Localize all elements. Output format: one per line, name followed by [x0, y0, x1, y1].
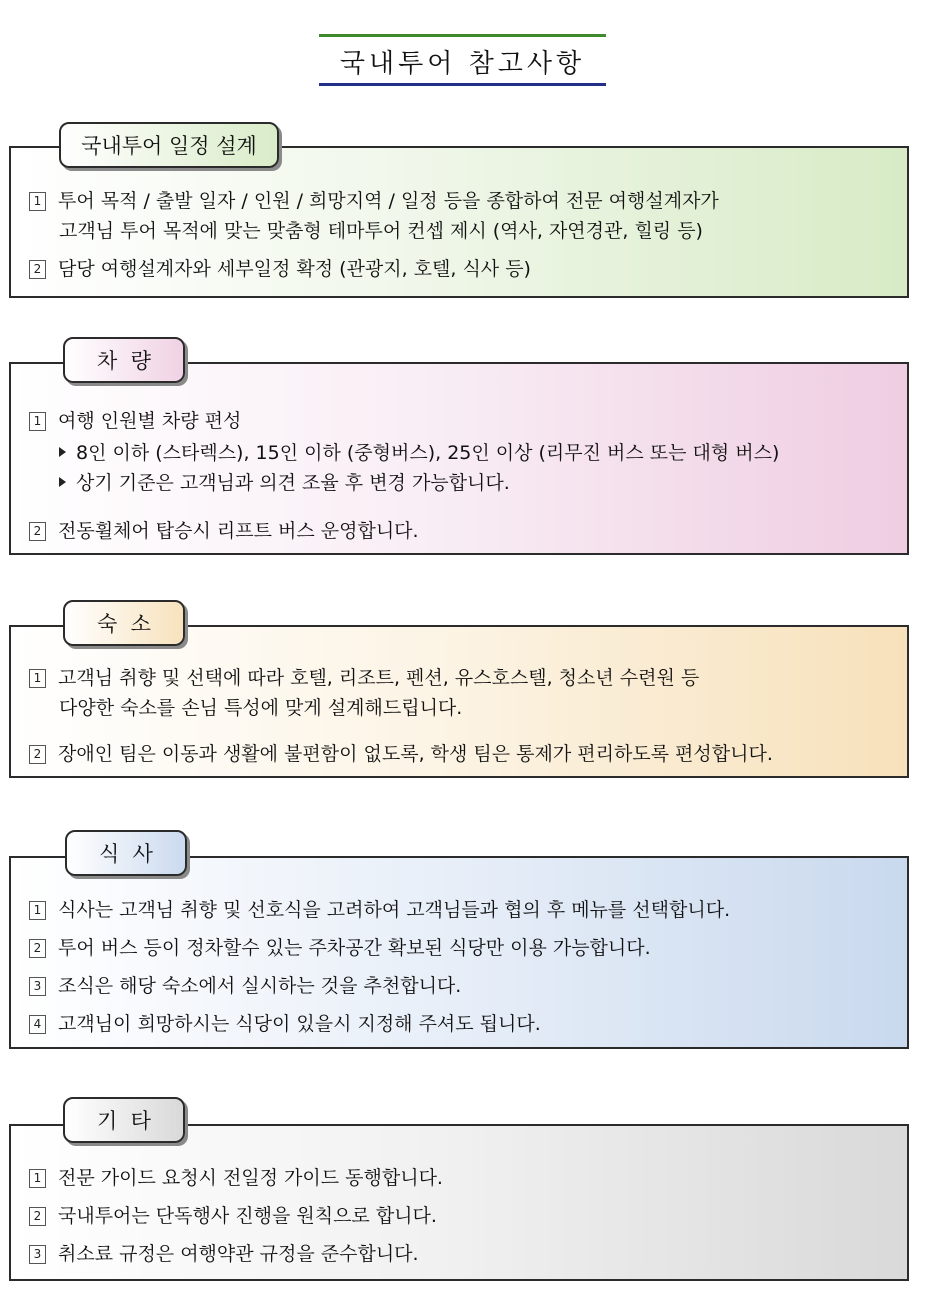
section-tag-vehicle: 차 량 — [63, 337, 185, 383]
list-item — [29, 933, 651, 963]
title-top-rule — [319, 34, 606, 37]
item-number-badge: 2 — [29, 939, 46, 958]
item-continuation: 고객님 투어 목적에 맞는 맞춤형 테마투어 컨셉 제시 (역사, 자연경관, 힐링 등) — [59, 220, 703, 242]
item-text: 취소료 규정은 여행약관 규정을 준수합니다. — [58, 1243, 419, 1265]
section-vehicle — [9, 362, 909, 555]
section-meals — [9, 856, 909, 1049]
item-text: 국내투어는 단독행사 진행을 원칙으로 합니다. — [58, 1205, 437, 1227]
item-text: 식사는 고객님 취향 및 선호식을 고려하여 고객님들과 협의 후 메뉴를 선택합니다. — [58, 899, 731, 921]
sub-bullet — [59, 438, 779, 468]
item-number-badge: 2 — [29, 522, 46, 541]
section-other — [9, 1124, 909, 1281]
list-item — [29, 739, 773, 769]
bullet-text: 8인 이하 (스타렉스), 15인 이하 (중형버스), 25인 이상 (리무진 버스 또는 대형 버스) — [76, 442, 780, 464]
list-item — [29, 971, 461, 1001]
triangle-bullet-icon — [59, 447, 66, 457]
item-number-badge: 1 — [29, 1169, 46, 1188]
list-item — [29, 1009, 541, 1039]
item-text: 투어 버스 등이 정차할수 있는 주차공간 확보된 식당만 이용 가능합니다. — [58, 937, 651, 959]
list-item — [29, 1201, 437, 1231]
item-number-badge: 3 — [29, 977, 46, 996]
item-number-badge: 4 — [29, 1015, 46, 1034]
item-number-badge: 1 — [29, 669, 46, 688]
item-number-badge: 1 — [29, 901, 46, 920]
list-item — [29, 406, 241, 436]
list-item — [29, 895, 730, 925]
section-itinerary-design — [9, 146, 909, 298]
page-title-box — [319, 34, 606, 86]
list-item — [29, 186, 719, 216]
item-number-badge: 2 — [29, 745, 46, 764]
section-tag-other: 기 타 — [63, 1097, 185, 1143]
page-title: 국내투어 참고사항 — [339, 49, 586, 79]
item-number-badge: 1 — [29, 192, 46, 211]
list-item — [29, 254, 531, 284]
item-text: 고객님이 희망하시는 식당이 있을시 지정해 주셔도 됩니다. — [58, 1013, 541, 1035]
item-number-badge: 2 — [29, 1207, 46, 1226]
item-text: 장애인 팀은 이동과 생활에 불편함이 없도록, 학생 팀은 통제가 편리하도록 편성합니다. — [58, 743, 773, 765]
section-accommodation — [9, 625, 909, 778]
sub-bullet — [59, 468, 510, 498]
triangle-bullet-icon — [59, 477, 66, 487]
title-bottom-rule — [319, 83, 606, 86]
list-item — [29, 663, 699, 693]
item-continuation: 다양한 숙소를 손님 특성에 맞게 설계해드립니다. — [59, 697, 463, 719]
item-text: 전동휠체어 탑승시 리프트 버스 운영합니다. — [58, 520, 419, 542]
list-item — [29, 1239, 419, 1269]
item-text: 고객님 취향 및 선택에 따라 호텔, 리조트, 펜션, 유스호스텔, 청소년 수련원 등 — [58, 667, 700, 689]
item-number-badge: 1 — [29, 412, 46, 431]
item-number-badge: 2 — [29, 260, 46, 279]
item-text: 여행 인원별 차량 편성 — [58, 410, 242, 432]
bullet-text: 상기 기준은 고객님과 의견 조율 후 변경 가능합니다. — [76, 472, 510, 494]
item-number-badge: 3 — [29, 1245, 46, 1264]
section-tag-itinerary-design: 국내투어 일정 설계 — [59, 122, 279, 168]
list-item — [29, 516, 419, 546]
section-tag-accommodation: 숙 소 — [63, 600, 185, 646]
item-text: 조식은 해당 숙소에서 실시하는 것을 추천합니다. — [58, 975, 462, 997]
list-item — [29, 1163, 443, 1193]
item-text: 담당 여행설계자와 세부일정 확정 (관광지, 호텔, 식사 등) — [58, 258, 531, 280]
item-text: 투어 목적 / 출발 일자 / 인원 / 희망지역 / 일정 등을 종합하여 전문 여행설계자가 — [58, 190, 719, 212]
section-tag-meals: 식 사 — [65, 830, 187, 876]
item-text: 전문 가이드 요청시 전일정 가이드 동행합니다. — [58, 1167, 443, 1189]
